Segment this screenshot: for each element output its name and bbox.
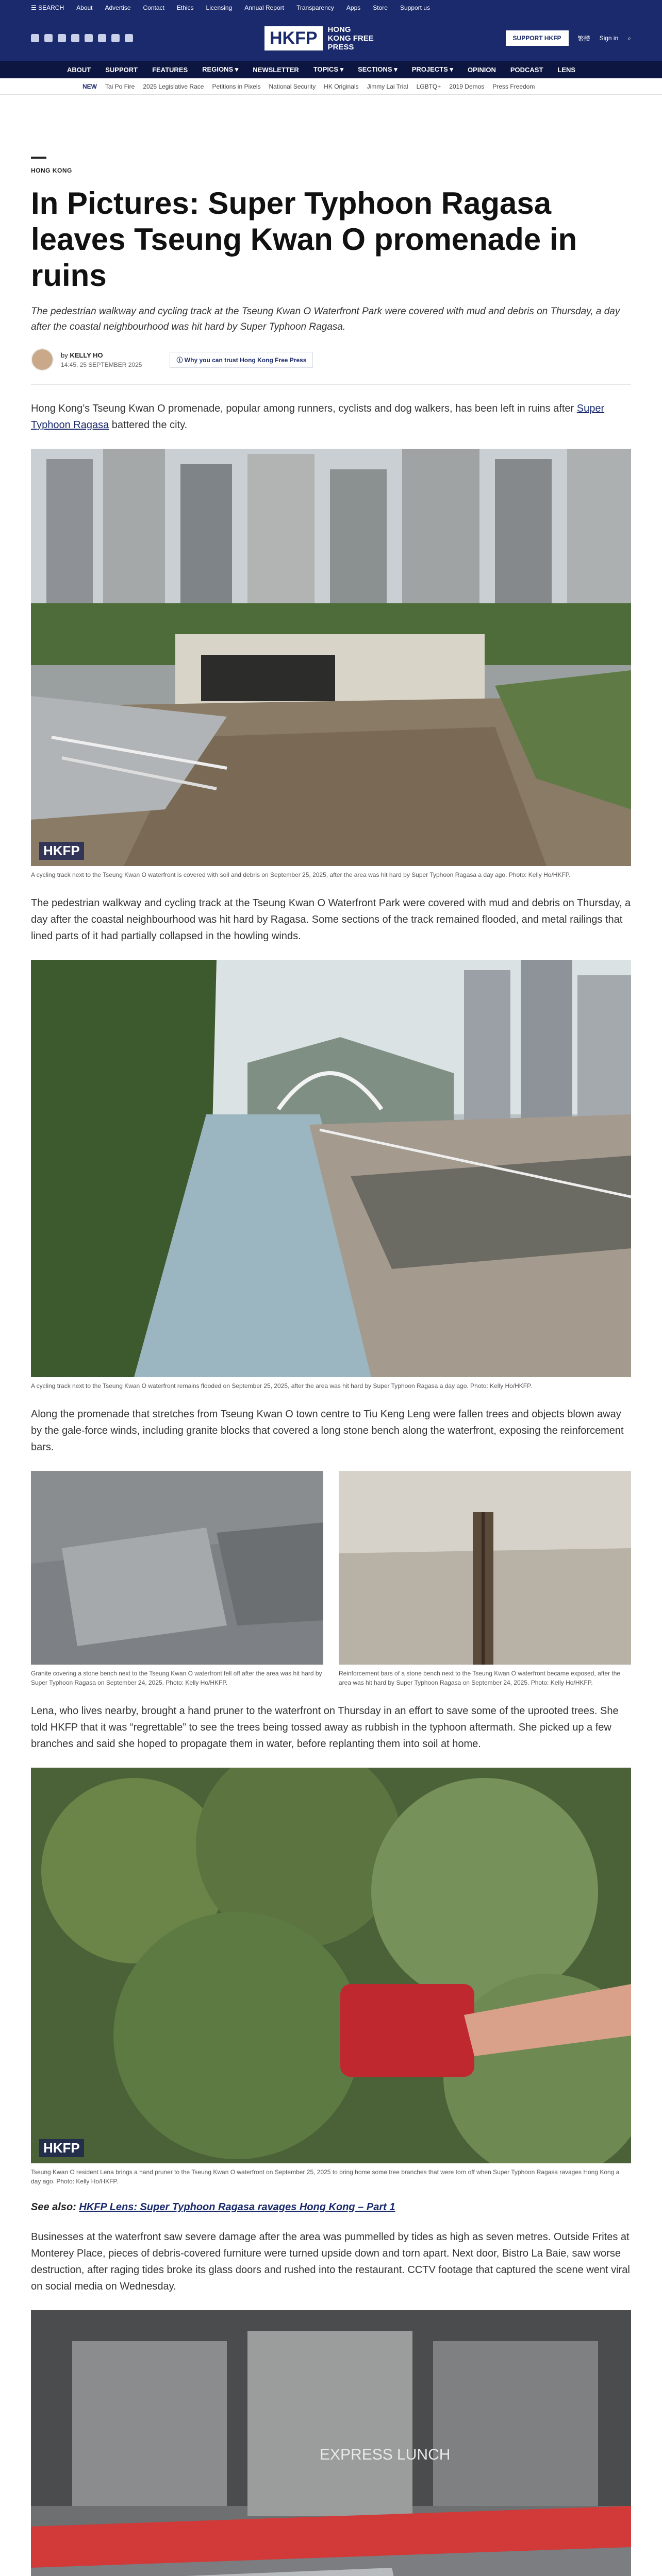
trust-button[interactable]: ⓘ Why you can trust Hong Kong Free Press (170, 352, 313, 368)
topbar-link[interactable]: Licensing (206, 4, 233, 11)
article (31, 157, 631, 2576)
photo-flooded-track[interactable] (31, 960, 631, 1377)
site-header (0, 15, 662, 61)
telegram-icon[interactable] (111, 34, 120, 42)
header-actions (506, 30, 631, 46)
photo-restaurant-damage[interactable] (31, 2310, 631, 2576)
nav-item[interactable]: PODCAST (510, 65, 543, 74)
title-rule (31, 157, 46, 159)
trending-bar (0, 78, 662, 95)
trending-item[interactable]: LGBTQ+ (416, 82, 441, 90)
nav-item[interactable]: SECTIONS ▾ (358, 65, 398, 73)
logo-mark: HKFP (264, 26, 323, 50)
instagram-icon[interactable] (58, 34, 66, 42)
photo-image (31, 960, 631, 1377)
hkfp-watermark: HKFP (39, 842, 84, 860)
nav-item[interactable]: REGIONS ▾ (202, 65, 239, 73)
nav-item[interactable]: NEWSLETTER (253, 65, 299, 74)
topbar-link[interactable]: About (76, 4, 93, 11)
search-label: SEARCH (38, 4, 64, 11)
paragraph-5: Businesses at the waterfront saw severe damage after the area was pummelled by tides as high as seven metres. Outside Frites at Monterey Place, pieces of debris-covered furniture were turned upside down and torn apart. Next door, Bistro La Baie, saw worse destruction, after raging tides broke its glass doors and rushed into the restaurant. CCTV footage that captured the scene went viral on social media on Wednesday. (31, 2231, 630, 2292)
support-button[interactable]: SUPPORT HKFP (506, 30, 569, 46)
paragraph-text: Hong Kong’s Tseung Kwan O promenade, popular among runners, cyclists and dog walkers, has been left in ruins after (31, 403, 577, 414)
nav-item[interactable]: SUPPORT (105, 65, 138, 74)
see-also (31, 2201, 631, 2213)
photo-caption: Tseung Kwan O resident Lena brings a hand pruner to the Tseung Kwan O waterfront on September 25, 2025 to bring home some tree branches that were torn off when Super Typhoon Ragasa ravages Hong Kong a day ago. Photo: Kelly Ho/HKFP. (31, 2168, 620, 2185)
trending-item[interactable]: Petitions in Pixels (212, 82, 261, 90)
author-avatar (31, 348, 54, 371)
threads-icon[interactable] (71, 34, 79, 42)
shop-sign-text: EXPRESS LUNCH (320, 2446, 451, 2463)
trending-item[interactable]: Jimmy Lai Trial (367, 82, 408, 90)
trending-item[interactable]: HK Originals (324, 82, 359, 90)
trending-item[interactable]: 2019 Demos (449, 82, 485, 90)
search-icon[interactable]: ⌕ (627, 34, 631, 42)
photo-image (339, 1471, 631, 1665)
see-also-label: See also: (31, 2201, 79, 2213)
language-toggle[interactable]: 繁體 (577, 35, 590, 42)
photo-cycling-track[interactable] (31, 449, 631, 866)
photo-image (31, 2310, 631, 2576)
photo-image (31, 1471, 323, 1665)
article-lede: The pedestrian walkway and cycling track at the Tseung Kwan O Waterfront Park were covered with mud and debris on Thursday, a day after the coastal neighbourhood was hit hard by Super Typhoon Ragasa. (31, 306, 620, 332)
hkfp-watermark: HKFP (39, 2139, 84, 2157)
topbar-link[interactable]: Annual Report (244, 4, 284, 11)
topbar-link[interactable]: Contact (143, 4, 164, 11)
photo-caption: Reinforcement bars of a stone bench next to the Tseung Kwan O waterfront became exposed, after the area was hit hard by Super Typhoon Ragasa on September 24, 2025. Photo: Kelly Ho/HKFP. (339, 1670, 621, 1686)
photo-image (31, 1768, 631, 2163)
photo-caption: A cycling track next to the Tseung Kwan O waterfront remains flooded on September 25, 2025, after the area was hit hard by Super Typhoon Ragasa a day ago. Photo: Kelly Ho/HKFP. (31, 1382, 532, 1389)
paragraph-1 (31, 400, 631, 433)
photo-pair-right (339, 1471, 631, 1687)
nav-item[interactable]: LENS (557, 65, 576, 74)
social-icons (31, 34, 133, 42)
youtube-icon[interactable] (85, 34, 93, 42)
x-icon[interactable] (44, 34, 53, 42)
top-utility-bar (0, 0, 662, 15)
see-also-link[interactable]: HKFP Lens: Super Typhoon Ragasa ravages Hong Kong – Part 1 (79, 2201, 395, 2213)
byline (31, 348, 631, 385)
photo-pair (31, 1471, 631, 1687)
main-nav (0, 61, 662, 78)
photo-pair-left (31, 1471, 323, 1687)
topbar-link[interactable]: Transparency (296, 4, 334, 11)
author-line (61, 351, 142, 359)
sign-in-link[interactable]: Sign in (599, 35, 619, 42)
trending-item[interactable]: Tai Po Fire (105, 82, 135, 90)
photo-image (31, 449, 631, 866)
trending-label: NEW (82, 82, 97, 90)
trust-label: Why you can trust Hong Kong Free Press (184, 356, 307, 364)
trending-item[interactable]: Press Freedom (492, 82, 535, 90)
by-label: by (61, 351, 68, 359)
topbar-link[interactable]: Support us (400, 4, 430, 11)
topbar-link[interactable]: Apps (346, 4, 361, 11)
logo-text: HONG KONG FREE PRESS (327, 25, 374, 52)
nav-item[interactable]: PROJECTS ▾ (411, 65, 453, 73)
category-label[interactable]: HONG KONG (31, 167, 72, 174)
trending-item[interactable]: 2025 Legislative Race (143, 82, 204, 90)
email-icon[interactable] (98, 34, 106, 42)
photo-lena-pruner[interactable] (31, 1768, 631, 2163)
facebook-icon[interactable] (31, 34, 39, 42)
photo-caption: A cycling track next to the Tseung Kwan O waterfront is covered with soil and debris on September 25, 2025, after the area was hit hard by Super Typhoon Ragasa a day ago. Photo: Kelly Ho/HKFP. (31, 871, 571, 878)
site-logo[interactable] (264, 25, 374, 52)
ragasa-link[interactable]: Super Typhoon Ragasa (31, 403, 605, 431)
topbar-link[interactable]: Ethics (176, 4, 194, 11)
trending-item[interactable]: National Security (269, 82, 316, 90)
photo-caption: Granite covering a stone bench next to the Tseung Kwan O waterfront fell off after the area was hit hard by Super Typhoon Ragasa on September 24, 2025. Photo: Kelly Ho/HKFP. (31, 1670, 322, 1686)
paragraph-2: The pedestrian walkway and cycling track at the Tseung Kwan O Waterfront Park were covered with mud and debris on Thursday, a day after the coastal neighbourhood was hit hard by Ragasa. Some sections of the track remained flooded, and metal railings that lined parts of it had partially collapsed in the howling winds. (31, 897, 631, 942)
topbar-link[interactable]: Advertise (105, 4, 131, 11)
publish-date: 14:45, 25 SEPTEMBER 2025 (61, 361, 142, 368)
photo-granite-bench[interactable] (31, 1471, 323, 1665)
photo-reinforcement-bars[interactable] (339, 1471, 631, 1665)
paragraph-text: battered the city. (109, 419, 188, 431)
nav-item[interactable]: OPINION (467, 65, 496, 74)
nav-item[interactable]: TOPICS ▾ (313, 65, 344, 73)
search-link[interactable]: ☰ SEARCH (31, 4, 64, 11)
rss-icon[interactable] (125, 34, 133, 42)
nav-item[interactable]: FEATURES (152, 65, 188, 74)
article-title: In Pictures: Super Typhoon Ragasa leaves Tseung Kwan O promenade in ruins (31, 186, 577, 293)
topbar-link[interactable]: Store (373, 4, 388, 11)
author-name[interactable]: KELLY HO (70, 351, 103, 359)
paragraph-4: Lena, who lives nearby, brought a hand pruner to the waterfront on Thursday in an effort to save some of the uprooted trees. She told HKFP that it was “regrettable” to see the trees being tossed away as rubbish in the typhoon aftermath. She picked up a few branches and said she hoped to propagate them in water, before replanting them into soil at home. (31, 1705, 619, 1750)
nav-item[interactable]: ABOUT (67, 65, 91, 74)
paragraph-3: Along the promenade that stretches from Tseung Kwan O town centre to Tiu Keng Leng were fallen trees and objects blown away by the gale-force winds, including granite blocks that covered a long stone bench along the waterfront, exposing the reinforcement bars. (31, 1409, 624, 1453)
